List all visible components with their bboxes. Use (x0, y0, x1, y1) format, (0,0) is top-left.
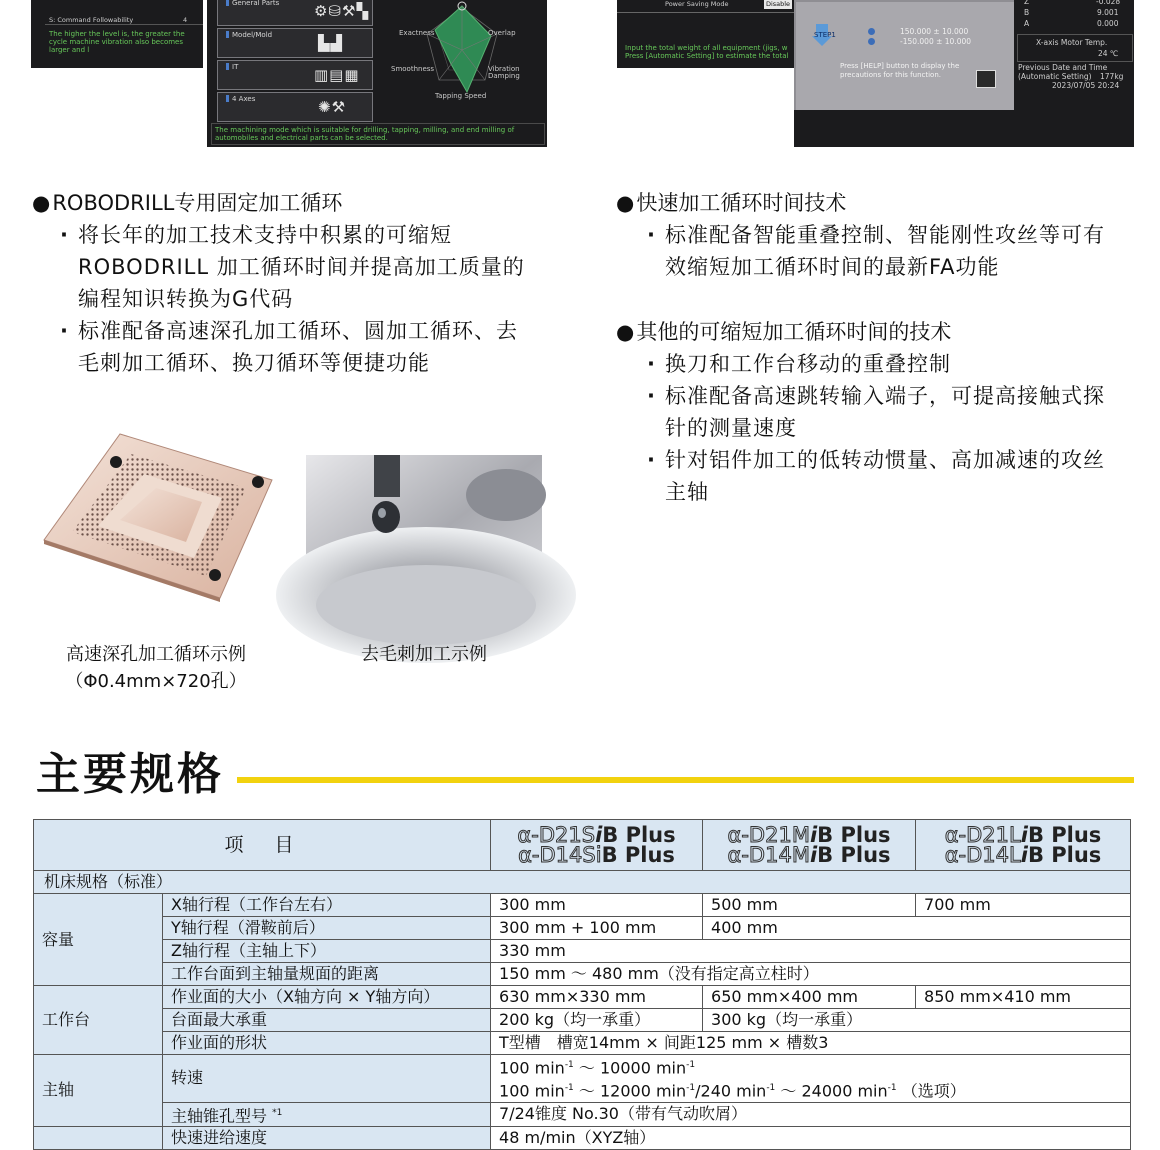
weight-note: Input the total weight of all equipment (jigs, w Press [Automatic Setting] to estimate the total (625, 44, 789, 60)
other-tech-list (641, 348, 1141, 508)
robodrill-cycle-list (54, 219, 574, 379)
list-item: · 标准配备智能重叠控制、智能刚性攻丝等可有 效缩短加工循环时间的最新FA功能 (641, 219, 1141, 283)
group-capacity: 容量 (34, 894, 163, 986)
left-screen-fragment (31, 0, 203, 68)
screen-bottom-bar (794, 110, 1014, 147)
it-icon: ▥▤▦ (314, 66, 360, 84)
table-row (34, 871, 1131, 894)
header-item: 项 目 (34, 820, 491, 871)
axis-dot-icon (868, 28, 875, 35)
cycle-time-heading: ● 快速加工循环时间技术 (616, 187, 846, 219)
motor-temp-value: 24 ℃ (1098, 49, 1119, 58)
table-row: Z轴行程（主轴上下） 330 mm (34, 940, 1131, 963)
mode-tile-it[interactable]: IT ▥▤▦ (217, 60, 373, 90)
weight-setting-screen (617, 0, 794, 68)
radar-label-tapping-speed: Tapping Speed (435, 92, 487, 100)
deburring-image (306, 455, 542, 633)
cycle-note: The higher the level is, the greater the cycle machine vibration also becomes larger and l (49, 30, 185, 54)
deep-hole-plate-image (40, 432, 276, 600)
list-item: · 标准配备高速跳转输入端子，可提高接触式探 针的测量速度 (641, 380, 1141, 444)
table-row: Y轴行程（滑鞍前后） 300 mm + 100 mm 400 mm (34, 917, 1131, 940)
table-row: 容量 X轴行程（工作台左右） 300 mm 500 mm 700 mm (34, 894, 1131, 917)
command-followability-label: S: Command Followability (49, 16, 134, 24)
axis-status-panel (1014, 0, 1134, 147)
model-m: α-D21MiB Plus α-D14MiB Plus (703, 820, 916, 871)
other-tech-heading: ● 其他的可缩短加工循环时间的技术 (616, 316, 951, 348)
table-header-row (34, 820, 1131, 871)
list-item: · 针对铝件加工的低转动惯量、高加减速的攻丝 主轴 (641, 444, 1141, 508)
axis-a-value: 0.000 (1097, 19, 1119, 28)
disable-badge[interactable]: Disable (765, 0, 791, 8)
command-followability-value: 4 (183, 16, 188, 24)
previous-datetime-label: Previous Date and Time (1018, 63, 1108, 72)
table-row: 主轴 转速 100 $\min^{-1}$ 〜 10000 $\min^{-1}$ 100 $\min^{-1}$ 〜 12000 $\min^{-1}/240$ $\min^{-1}$ 〜 24000 $\min^{-1}$ （选项） (34, 1055, 1131, 1103)
weight-setting-dialog (794, 0, 1018, 114)
general-parts-icon: ⚙⛁⚒▚ (314, 2, 369, 20)
table-row: 快速进给速度 48 m/min（XYZ轴） (34, 1126, 1131, 1149)
help-button-icon[interactable] (976, 70, 996, 88)
radar-label-smoothness: Smoothness (391, 65, 435, 73)
automatic-setting-label: (Automatic Setting) (1018, 72, 1092, 81)
range-2: -150.000 ± 10.000 (900, 37, 972, 46)
radar-shape (435, 6, 491, 92)
spindle-speed-values: 100 $\min^{-1}$ 〜 10000 $\min^{-1}$ 100 $\min^{-1}$ 〜 12000 $\min^{-1}/240$ $\min^{-1}$ 〜 24000 $\min^{-1}$ （选项） (491, 1055, 1131, 1103)
mode-tile-general-parts[interactable]: General Parts ⚙⛁⚒▚ (217, 0, 373, 26)
mode-tile-model-mold[interactable]: Model/Mold ▙▟ (217, 28, 373, 58)
table-row: 工作台 作业面的大小（X轴方向 × Y轴方向） 630 mm×330 mm 650 mm×400 mm 850 mm×410 mm (34, 986, 1131, 1009)
model-s: α-D21SiB Plus α-D14SiB Plus (491, 820, 703, 871)
list-item: · 换刀和工作台移动的重叠控制 (641, 348, 1141, 380)
axis-b-value: 9.001 (1097, 8, 1119, 17)
radar-label-overlap: Overlap (488, 29, 516, 37)
axis-dot-icon (868, 38, 875, 45)
help-note: Press [HELP] button to display the precautions for this function. (840, 62, 960, 79)
previous-weight: 177kg (1100, 72, 1124, 81)
section-row: 机床规格（标准） (34, 871, 1131, 894)
radar-label-exactness: Exactness (399, 29, 435, 37)
model-l: α-D21LiB Plus α-D14LiB Plus (916, 820, 1131, 871)
range-1: 150.000 ± 10.000 (900, 27, 969, 36)
table-row: 台面最大承重 200 kg（均一承重） 300 kg（均一承重） (34, 1009, 1131, 1032)
axis-b-label: B (1024, 8, 1030, 17)
robodrill-cycle-heading: ● ROBODRILL专用固定加工循环 (32, 187, 342, 219)
table-row: 工作台面到主轴量规面的距离 150 mm 〜 480 mm（没有指定高立柱时） (34, 963, 1131, 986)
deburring-caption: 去毛刺加工示例 (361, 644, 487, 665)
machining-mode-screen (207, 0, 547, 147)
radar-label-vibration-damping: Vibration Damping (488, 65, 520, 80)
cycle-time-list (641, 219, 1141, 283)
group-table: 工作台 (34, 986, 163, 1055)
section-title: 主要规格 (36, 749, 224, 800)
axis-z-label: Z (1024, 0, 1030, 6)
deep-hole-caption: 高速深孔加工循环示例 （Φ0.4mm×720孔） (65, 644, 247, 692)
power-saving-label: Power Saving Mode (665, 0, 729, 8)
mode-tile-4-axes[interactable]: 4 Axes ✺⚒ (217, 92, 373, 122)
spec-table (33, 819, 1131, 1150)
machining-mode-note: The machining mode which is suitable for drilling, tapping, milling, and end milling of automobiles and electrical parts can be selected. (215, 126, 515, 142)
four-axes-icon: ✺⚒ (318, 98, 347, 116)
group-spindle: 主轴 (34, 1055, 163, 1127)
step-label: STEP1 (814, 31, 836, 39)
list-item: · 将长年的加工技术支持中积累的可缩短 ROBODRILL 加工循环时间并提高加工质量的 编程知识转换为G代码 (54, 219, 574, 315)
table-row: 主轴锥孔型号 $^{*1}$ 7/24锥度 No.30（带有气动吹屑） (34, 1102, 1131, 1126)
list-item: · 标准配备高速深孔加工循环、圆加工循环、去 毛刺加工循环、换刀循环等便捷功能 (54, 315, 574, 379)
motor-temp-label: X-axis Motor Temp. (1036, 38, 1108, 47)
table-row: 作业面的形状 T型槽 槽宽14mm × 间距125 mm × 槽数3 (34, 1032, 1131, 1055)
axis-a-label: A (1024, 19, 1030, 28)
axis-z-value: -0.028 (1096, 0, 1121, 6)
model-mold-icon: ▙▟ (318, 34, 344, 52)
section-divider (237, 777, 1134, 783)
previous-datetime: 2023/07/05 20:24 (1052, 81, 1120, 90)
